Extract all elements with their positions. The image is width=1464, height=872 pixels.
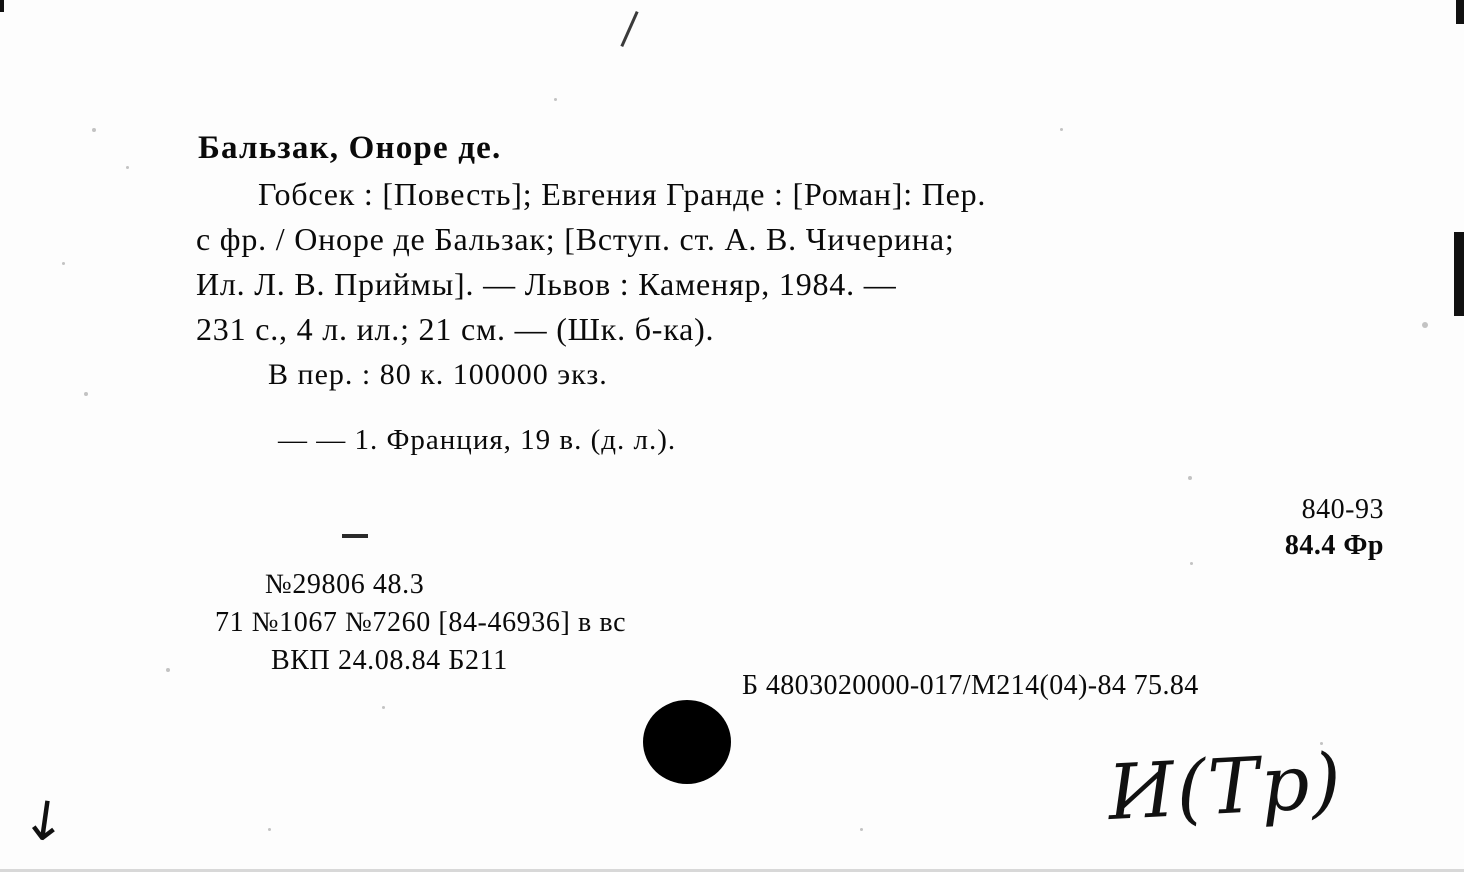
speckle (382, 706, 385, 709)
registration-line: 71 №1067 №7260 [84-46936] в вс (215, 607, 627, 638)
scan-edge-artifact-left (0, 0, 4, 12)
ink-blot (643, 700, 731, 784)
bibliographic-description (196, 172, 1376, 352)
speckle (126, 166, 129, 169)
speckle (1422, 322, 1428, 328)
scan-edge-artifact-top (1456, 0, 1464, 24)
author-heading: Бальзак, Оноре де. (198, 130, 502, 166)
handwritten-annotation: И(Тр) (1105, 735, 1346, 838)
speckle (92, 128, 96, 132)
speckle (84, 392, 88, 396)
publisher-code-line: Б 4803020000-017/М214(04)-84 75.84 (742, 670, 1199, 701)
description-line: 231 с., 4 л. ил.; 21 см. — (Шк. б-ка). (196, 311, 715, 347)
description-line: Ил. Л. В. Приймы]. — Львов : Каменяр, 1984. — (196, 266, 897, 302)
registration-block (215, 566, 626, 680)
classification-block (1285, 492, 1384, 564)
scan-edge-artifact-middle (1454, 232, 1464, 316)
bbk-number: 84.4 Фр (1284, 530, 1384, 561)
speckle (554, 98, 557, 101)
speckle (62, 262, 65, 265)
udc-number: 840-93 (1301, 494, 1384, 525)
handwritten-check-mark: ↓ (17, 787, 72, 856)
registration-line: №29806 48.3 (265, 569, 425, 600)
registration-line: ВКП 24.08.84 Б211 (271, 645, 508, 676)
speckle (1060, 128, 1063, 131)
speckle (1190, 562, 1193, 565)
pen-dash-mark (342, 534, 368, 538)
price-and-print-run: В пер. : 80 к. 100000 экз. (268, 358, 608, 391)
speckle (268, 828, 271, 831)
description-line: с фр. / Оноре де Бальзак; [Вступ. ст. А. В. Чичерина; (196, 221, 955, 257)
speckle (1188, 476, 1192, 480)
subject-heading: — — 1. Франция, 19 в. (д. л.). (278, 424, 677, 456)
speckle (166, 668, 170, 672)
description-line: Гобсек : [Повесть]; Евгения Гранде : [Роман]: Пер. (258, 176, 987, 212)
pen-slash-mark (620, 11, 638, 47)
speckle (860, 828, 863, 831)
